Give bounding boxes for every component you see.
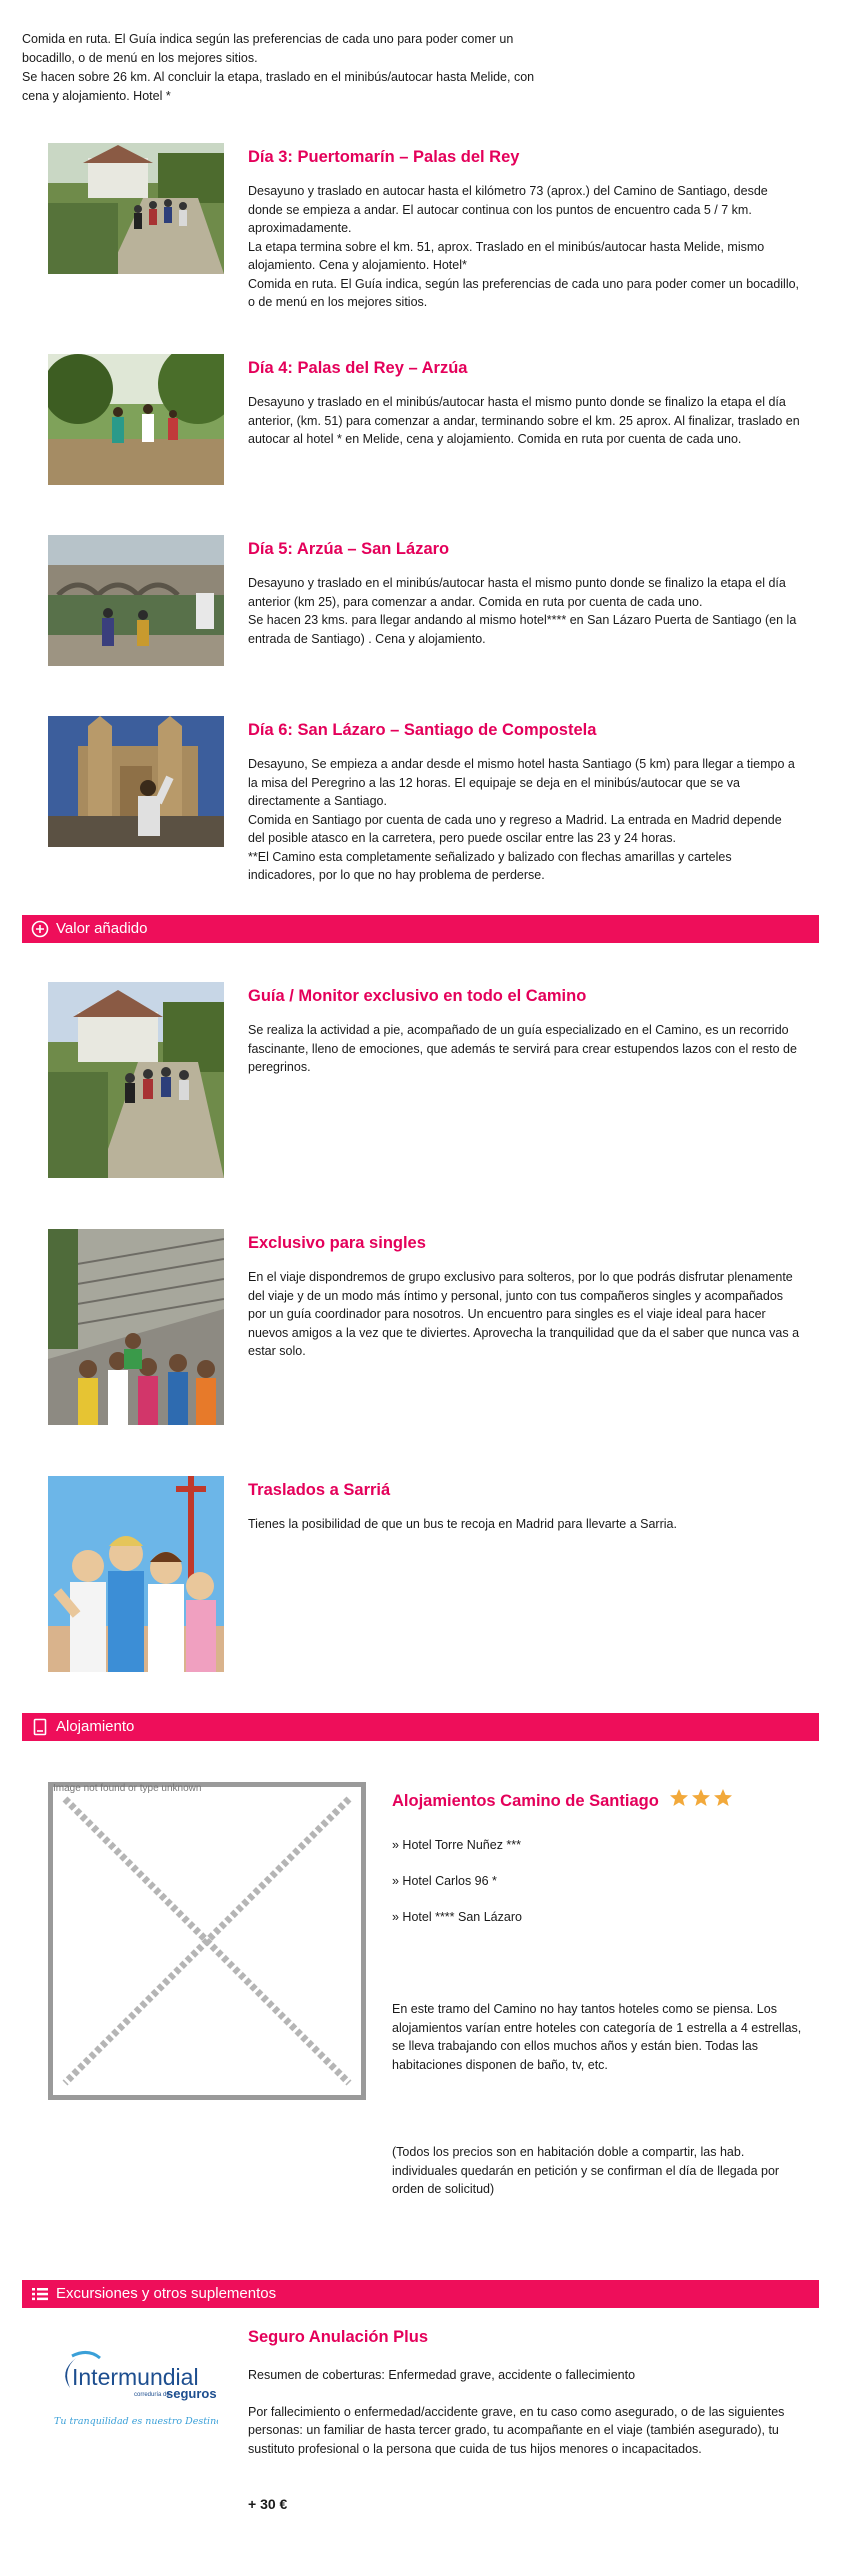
day-4-text [248, 354, 800, 449]
insurance-info [248, 2323, 808, 2458]
accommodation-info [392, 1785, 807, 1926]
stars-rating [669, 1788, 733, 1814]
description-line: Comida en Santiago por cuenta de cada uno y regreso a Madrid. La entrada en Madrid depende del posible atasco en la carretera, pero puede oscilar entre las 23 y 24 horas. [248, 812, 782, 845]
feature-guia-text [248, 982, 800, 1077]
description-line: **El Camino esta completamente señalizado y balizado con flechas amarillas y carteles indicadores, por lo que no hay problema de perderse. [248, 849, 732, 882]
hotel-item: » Hotel Carlos 96 * [392, 1874, 497, 1888]
feature-singles-photo [48, 1229, 224, 1425]
logo-tagline: Tu tranquilidad es nuestro Destino [54, 2416, 218, 2427]
day-title: Día 6: San Lázaro – Santiago de Compostela [248, 721, 597, 739]
accommodation-title-text: Alojamientos Camino de Santiago [392, 1792, 659, 1810]
accommodation-note: En este tramo del Camino no hay tantos hoteles como se piensa. Los alojamientos varían entre hoteles con categoría de 1 estrella a 4 estrellas, se lleva trabajando con ellos muchos años y están bien. Todas las habitaciones disponen de baño, tv, etc. [392, 2002, 802, 2072]
star-icon [670, 1789, 688, 1806]
description-line: Comida en ruta. El Guía indica, según las preferencias de cada uno para poder comer un bocadillo, o de menú en los mejores sitios. [248, 276, 800, 309]
day-description [248, 574, 800, 648]
day-5-text [248, 535, 800, 648]
star-icon [714, 1789, 732, 1806]
feature-guia-photo [48, 982, 224, 1178]
description-line: Desayuno y traslado en el minibús/autocar hasta el mismo punto donde se finalizo la etapa el día anterior (km 25), para comenzar a andar. Comida en ruta por cuenta de cada uno. [248, 576, 786, 609]
accommodation-title [392, 1788, 807, 1814]
insurance-detail: Por fallecimiento o enfermedad/accidente grave, en tu caso como asegurado, o de las siguientes personas: un familiar de hasta tercer grado, tu acompañante en el viaje (también asegurado), tu sustituto profesional o la persona que cuida de tus hijos menores o incapacitados. [248, 2404, 785, 2456]
day-3-text [248, 143, 800, 312]
day-6-photo [48, 716, 224, 847]
day-description [248, 182, 800, 312]
intermundial-logo [48, 2340, 218, 2440]
day-title: Día 3: Puertomarín – Palas del Rey [248, 148, 520, 166]
star-icon [692, 1789, 710, 1806]
hotel-item: » Hotel **** San Lázaro [392, 1910, 522, 1924]
day-3-photo [48, 143, 224, 274]
intro-text [22, 30, 562, 106]
intro-line: Se hacen sobre 26 km. Al concluir la etapa, traslado en el minibús/autocar hasta Melide, con cena y alojamiento. Hotel * [22, 70, 535, 103]
feature-description: Se realiza la actividad a pie, acompañado de un guía especializado en el Camino, es un recorrido fascinante, lleno de emociones, que además te servirá para crear estupendos lazos con el resto de peregrinos. [248, 1023, 797, 1074]
day-description [248, 393, 800, 449]
feature-title: Guía / Monitor exclusivo en todo el Camino [248, 987, 587, 1005]
day-5-photo [48, 535, 224, 666]
list-icon [31, 2285, 49, 2303]
section-title: Excursiones y otros suplementos [56, 2285, 277, 2302]
section-title: Alojamiento [56, 1718, 135, 1735]
broken-image-icon [53, 1787, 361, 2095]
feature-title: Traslados a Sarriá [248, 1481, 391, 1499]
intro-line: Comida en ruta. El Guía indica según las preferencias de cada uno para poder comer un bocadillo, o de menú en los mejores sitios. [22, 32, 514, 65]
hotel-item: » Hotel Torre Nuñez *** [392, 1838, 522, 1852]
accommodation-image-placeholder [48, 1782, 366, 2100]
insurance-price: + 30 € [248, 2496, 288, 2512]
feature-description: Tienes la posibilidad de que un bus te recoja en Madrid para llevarte a Sarria. [248, 1517, 677, 1531]
description-line: La etapa termina sobre el km. 51, aprox. Traslado en el minibús/autocar hasta Melide, mismo alojamiento. Cena y alojamiento. Hotel* [248, 239, 765, 272]
day-description [248, 755, 800, 885]
description-line: Desayuno y traslado en el minibús/autocar hasta el mismo punto donde se finalizo la etapa el día anterior, (km. 51) para comenzar a andar, terminando sobre el km. 25 aprox. Al finalizar, traslado en autocar al hotel * en Melide, cena y alojamiento. Comida en ruta por cuenta de cada uno. [248, 395, 800, 446]
day-4-photo [48, 354, 224, 485]
day-6-text [248, 716, 800, 885]
accommodation-price-note: (Todos los precios son en habitación doble a compartir, las hab. individuales quedarán en petición y se confirman el día de llegada por orden de solicitud) [392, 2145, 780, 2196]
section-title: Valor añadido [56, 920, 148, 937]
insurance-title: Seguro Anulación Plus [248, 2328, 428, 2346]
description-line: Desayuno y traslado en autocar hasta el kilómetro 73 (aprox.) del Camino de Santiago, desde donde se empieza a andar. El autocar continua con los puntos de encuentro cada 5 / 7 km. aproximadamente. [248, 184, 768, 235]
plus-circle-icon [31, 920, 49, 938]
feature-singles-text [248, 1229, 800, 1361]
feature-title: Exclusivo para singles [248, 1234, 426, 1252]
description-line: Desayuno, Se empieza a andar desde el mismo hotel hasta Santiago (5 km) para llegar a tiempo a la misa del Peregrino a las 12 horas. El equipaje se deja en el minibús/autocar que se va directamente a Santiago. [248, 757, 795, 808]
feature-traslados-text [248, 1476, 800, 1534]
description-line: Se hacen 23 kms. para llegar andando al mismo hotel**** en San Lázaro Puerta de Santiago (en la entrada de Santiago) . Cena y alojamiento. [248, 613, 797, 646]
feature-traslados-photo [48, 1476, 224, 1672]
insurance-summary: Resumen de coberturas: Enfermedad grave, accidente o fallecimiento [248, 2368, 636, 2382]
bookmark-icon [31, 1718, 49, 1736]
broken-image-text: Image not found or type unknown [53, 1783, 202, 1794]
section-bar-excursiones [22, 2280, 819, 2308]
section-bar-valor-anadido [22, 915, 819, 943]
logo-sub: seguros [166, 2386, 217, 2401]
feature-description: En el viaje dispondremos de grupo exclusivo para solteros, por lo que podrás disfrutar plenamente del viaje y de un modo más íntimo y personal, junto con tus compañeros singles y acompañados por un guía coordinador para nosotros. Un encuentro para singles es el viaje ideal para hacer nuevos amigos a la vez que te diviertes. Aprovecha la tranquilidad que da el saber que nunca vas a estar solo. [248, 1270, 800, 1358]
day-title: Día 4: Palas del Rey – Arzúa [248, 359, 468, 377]
logo-wordmark: Intermundial [72, 2364, 199, 2390]
logo-small: correduría de [134, 2392, 170, 2398]
section-bar-alojamiento [22, 1713, 819, 1741]
day-title: Día 5: Arzúa – San Lázaro [248, 540, 450, 558]
